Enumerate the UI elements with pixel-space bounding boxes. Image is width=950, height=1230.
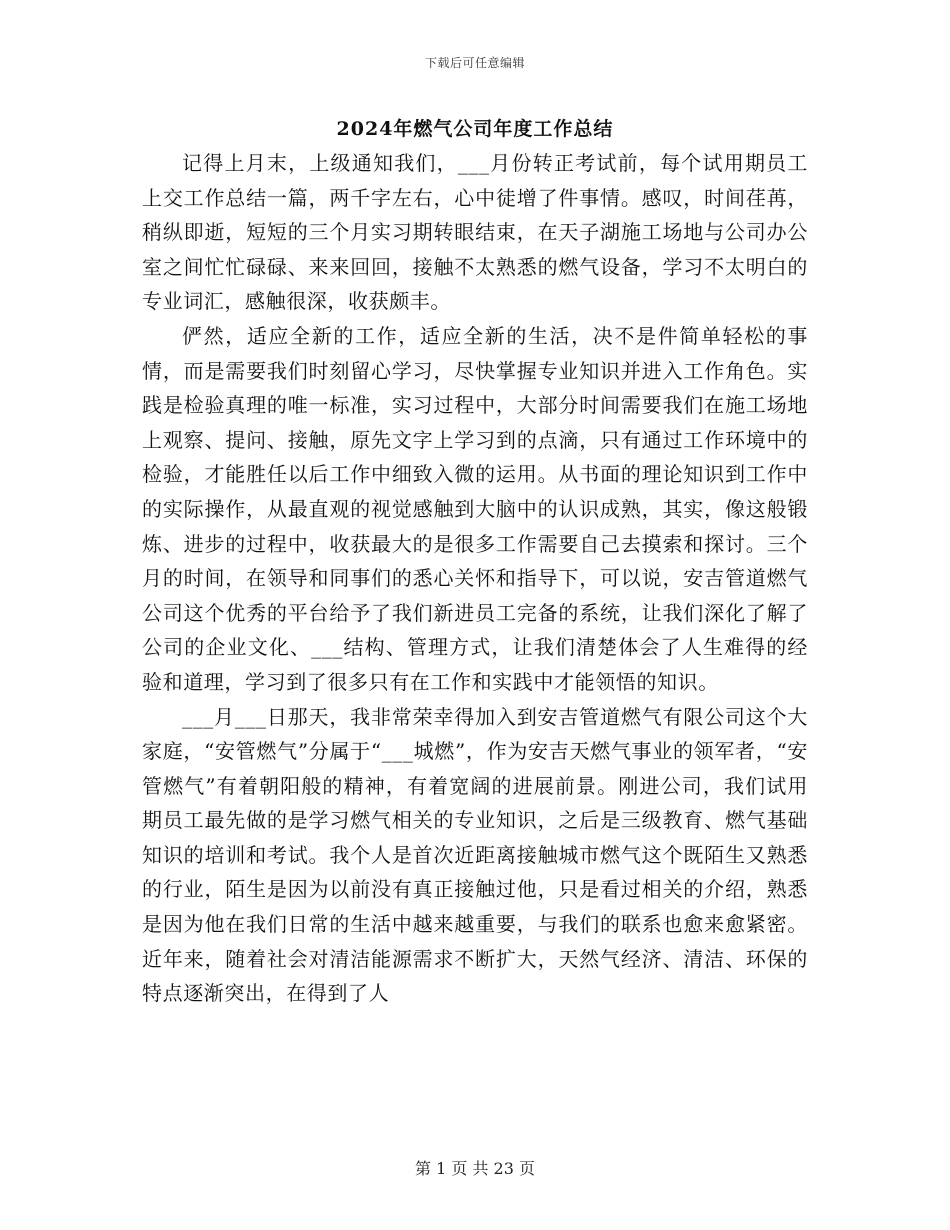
paragraph: ___月___日那天，我非常荣幸得加入到安吉管道燃气有限公司这个大家庭，“安管燃气”分属于“___城燃”，作为安吉天燃气事业的领军者，“安管燃气”有着朝阳般的精神，有着宽阔的进展前景。刚进公司，我们试用期员工最先做的是学习燃气相关的专业知识，之后是三级教育、燃气基础知识的培训和考试。我个人是首次近距离接触城市燃气这个既陌生又熟悉的行业，陌生是因为以前没有真正接触过他，只是看过相关的介绍，熟悉是因为他在我们日常的生活中越来越重要，与我们的联系也愈来愈紧密。近年来，随着社会对清洁能源需求不断扩大，天然气经济、清洁、环保的特点逐渐突出，在得到了人 [142,704,808,1006]
page-number: 第 1 页 共 23 页 [415,1159,535,1178]
page-header: 下载后可任意编辑 [424,56,525,70]
document-title: 2024年燃气公司年度工作总结 [336,118,614,140]
paragraph: 俨然，适应全新的工作，适应全新的生活，决不是件简单轻松的事情，而是需要我们时刻留心学习，尽快掌握专业知识并进入工作角色。实践是检验真理的唯一标准，实习过程中，大部分时间需要我们在施工场地上观察、提问、接触，原先文字上学习到的点滴，只有通过工作环境中的检验，才能胜任以后工作中细致入微的运用。从书面的理论知识到工作中的实际操作，从最直观的视觉感触到大脑中的认识成熟，其实，像这般锻炼、进步的过程中，收获最大的是很多工作需要自己去摸索和探讨。三个月的时间，在领导和同事们的悉心关怀和指导下，可以说，安吉管道燃气公司这个优秀的平台给予了我们新进员工完备的系统，让我们深化了解了公司的企业文化、___结构、管理方式，让我们清楚体会了人生难得的经验和道理，学习到了很多只有在工作和实践中才能领悟的知识。 [142,323,808,694]
document-body [142,146,808,1011]
paragraph: 记得上月末，上级通知我们，___月份转正考试前，每个试用期员工上交工作总结一篇，两千字左右，心中徒增了件事情。感叹，时间荏苒，稍纵即逝，短短的三个月实习期转眼结束，在天子湖施工场地与公司办公室之间忙忙碌碌、来来回回，接触不太熟悉的燃气设备，学习不太明白的专业词汇，感触很深，收获颇丰。 [142,151,808,314]
